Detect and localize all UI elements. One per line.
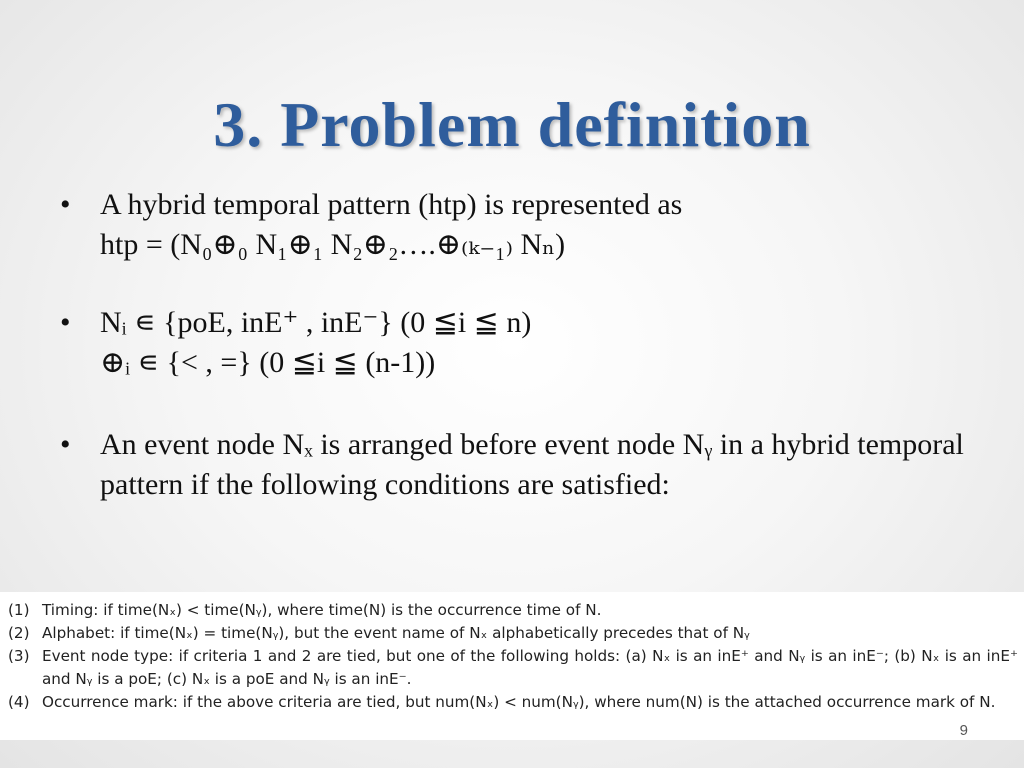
bullet-dot-icon: • [60,428,71,461]
bullet-node-domains [60,303,1000,383]
htp-formula: htp = (N₀⊕₀ N₁⊕₁ N₂⊕₂….⊕₍ₖ₋₁₎ Nₙ) [100,228,566,261]
slide-title: 3. Problem definition [213,89,811,160]
bullet-ordering-rule [60,425,1000,505]
condition-item [8,599,1018,622]
bullet-dot-icon: • [60,306,71,339]
bullet-list [60,185,1000,505]
condition-text: Timing: if time(Nₓ) < time(Nᵧ), where time(N) is the occurrence time of N. [42,601,602,619]
condition-number: (4) [8,693,30,711]
condition-number: (1) [8,601,30,619]
conditions-box [0,592,1024,740]
ordering-rule-text: An event node Nₓ is arranged before event node Nᵧ in a hybrid temporal pattern if the following conditions are satisfied: [100,428,964,501]
condition-number: (3) [8,647,30,665]
bullet-text-line: A hybrid temporal pattern (htp) is represented as [100,188,683,221]
operator-domain-formula: ⊕ᵢ ∊ {< , =} (0 ≦i ≦ (n-1)) [100,346,436,379]
condition-item [8,622,1018,645]
page-number: 9 [959,722,968,739]
node-domain-formula: Nᵢ ∊ {poE, inE⁺ , inE⁻} (0 ≦i ≦ n) [100,306,532,339]
bullet-htp-definition [60,185,1000,265]
bullet-dot-icon: • [60,188,71,221]
condition-text: Alphabet: if time(Nₓ) = time(Nᵧ), but the event name of Nₓ alphabetically precedes that of Nᵧ [42,624,750,642]
condition-text: Event node type: if criteria 1 and 2 are tied, but one of the following holds: (a) Nₓ is an inE⁺ and Nᵧ is an inE⁻; (b) Nₓ is an inE⁺ and Nᵧ is a poE; (c) Nₓ is a poE and Nᵧ is an inE⁻. [42,647,1018,688]
condition-number: (2) [8,624,30,642]
condition-item [8,645,1018,691]
condition-item [8,691,1018,714]
condition-text: Occurrence mark: if the above criteria are tied, but num(Nₓ) < num(Nᵧ), where num(N) is the attached occurrence mark of N. [42,693,996,711]
